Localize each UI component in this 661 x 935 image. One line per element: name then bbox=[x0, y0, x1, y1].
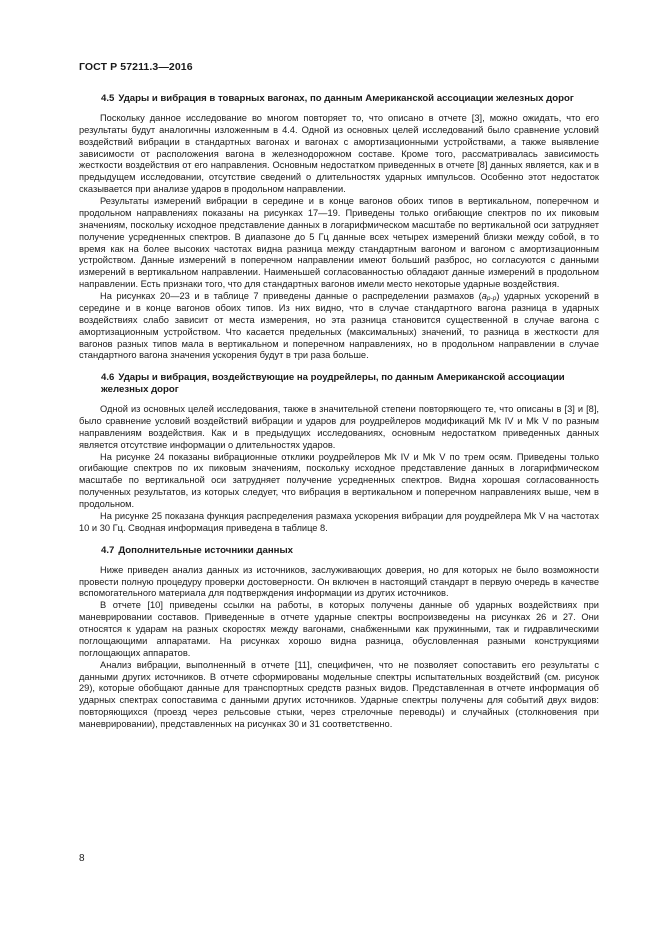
section-number: 4.6 bbox=[101, 372, 115, 384]
paragraph: Поскольку данное исследование во многом повторяет то, что описано в отчете [3], можно ожидать, что его результаты будут аналогичны изложенным в 4.4. Одной из основных целей исследований было сравнение условий воздействий вибрации в стандартных вагонах и вагонах с амортизационными устройствами, а также выявление зависимости от расположения вагона в железнодорожном составе. Кроме того, рассматривалась зависимость жесткости воздействия от его направления. Основным недостатком приведенных в отчете [8] данных является, как и в предыдущем исследовании, отсутствие сведений о длительностях ударных импульсов. Особенно этот недостаток сказывается при анализе ударов в продольном направлении. bbox=[79, 112, 599, 195]
paragraph: Ниже приведен анализ данных из источников, заслуживающих доверия, но для которых не было возможности провести полную процедуру проверки достоверности. Он включен в настоящий стандарт в первую очередь в качестве вспомогательного материала для подтверждения информации из других источников. bbox=[79, 564, 599, 599]
paragraph: На рисунке 24 показаны вибрационные отклики роудрейлеров Mk IV и Mk V по трем осям. Приведены только огибающие спектров по их пиковым значениям, поскольку исходное представление данных в логарифмическом масштабе по вертикальной оси затрудняет получение усредненных спектров. Видна хорошая согласованность полученных результатов, из которых следует, что вибрация в вертикальном и поперечном направлениях выше, чем в продольном. bbox=[79, 451, 599, 510]
section-heading-4-7 bbox=[79, 545, 599, 557]
paragraph: Результаты измерений вибрации в середине и в конце вагонов обоих типов в вертикальном, поперечном и продольном направлениях показаны на рисунках 17—19. Приведены только огибающие спектров по их пиковым значениям, поскольку исходное представление данных в логарифмическом масштабе по вертикальной оси затрудняет получение усредненных спектров. В диапазоне до 5 Гц данные всех четырех измерений близки между собой, в то время как на более высоких частотах видна разница между стандартным вагоном и вагоном с амортизационным устройством. Данные измерений в поперечном направлении имеют больший разброс, но согласуются с данными измерений в вертикальном направлении. Наименьшей согласованностью обладают данные измерений в продольном направлении. Есть признаки того, что для стандартных вагонов имели место некоторые ударные воздействия. bbox=[79, 196, 599, 290]
acceleration-symbol: a bbox=[481, 291, 487, 302]
acceleration-subscript: p-p bbox=[486, 295, 497, 303]
page-number: 8 bbox=[79, 853, 85, 864]
section-heading-4-5 bbox=[79, 93, 599, 105]
section-number: 4.7 bbox=[101, 544, 115, 556]
section-title: Дополнительные источники данных bbox=[118, 544, 293, 556]
section-heading-4-6 bbox=[79, 372, 599, 396]
page-content bbox=[79, 93, 599, 731]
paragraph: Одной из основных целей исследования, также в значительной степени повторяющего те, что описаны в [3] и [8], было сравнение условий воздействий вибрации и ударов для роудрейлеров модификаций Mk IV и Mk V по разным направлениям воздействия. Как и в предыдущих исследованиях, основным недостатком приведенных данных является отсутствие информации о длительностях ударов. bbox=[79, 404, 599, 450]
paragraph-text-before: На рисунках 20—23 и в таблице 7 приведены данные о распределении размахов ( bbox=[100, 291, 482, 302]
paragraph-with-symbol bbox=[79, 291, 599, 362]
paragraph: На рисунке 25 показана функция распределения размаха ускорения вибрации для роудрейлера Mk V на частотах 10 и 30 Гц. Сводная информация приведена в таблице 8. bbox=[79, 510, 599, 533]
section-number: 4.5 bbox=[101, 93, 115, 104]
paragraph: Анализ вибрации, выполненный в отчете [11], специфичен, что не позволяет сопоставить его результаты с данными других источников. В отчете сформированы модельные спектры испытательных воздействий (см. рисунок 29), которые обобщают данные для транспортных средств разных видов. Представленная в отчете информация об ударных спектрах сопоставима с данными других источников. Ударные спектры получены для событий двух видов: повторяющихся (проезд через рельсовые стыки, через стрелочные переводы) и случайных (столкновения при маневрировании), представленных на рисунках 30 и 31 соответственно. bbox=[79, 659, 599, 729]
paragraph-text-after: ) ударных ускорений в середине и в конце вагонов обоих типов. Из них видно, что в случае стандартного вагона разница в ударных воздействиях слабо зависит от места измерения, но эта разница становится существенной в случае вагона с амортизационным устройством. Что касается предельных (максимальных) значений, то разница в жесткости для вагонов разных типов мала в вертикальном и поперечном направлениях, но в продольном направлении в случае стандартного вагона значения ускорения будут в три раза больше. bbox=[79, 291, 599, 361]
section-title: Удары и вибрация в товарных вагонах, по данным Американской ассоциации железных дорог bbox=[118, 93, 574, 104]
paragraph: В отчете [10] приведены ссылки на работы, в которых получены данные об ударных воздействиях при маневрировании составов. Приведенные в отчете ударные спектры воспроизведены на рисунках 26 и 27. Они относятся к ударам на разных скоростях между вагонами, снабженными как пружинными, так и гидравлическими поглощающими аппаратами. На рисунках хорошо видна разница, обусловленная разными конструкциями поглощающих аппаратов. bbox=[79, 600, 599, 658]
section-title: Удары и вибрация, воздействующие на роудрейлеры, по данным Американской ассоциации железных дорог bbox=[101, 372, 565, 396]
standard-designation: ГОСТ Р 57211.3—2016 bbox=[79, 61, 193, 73]
